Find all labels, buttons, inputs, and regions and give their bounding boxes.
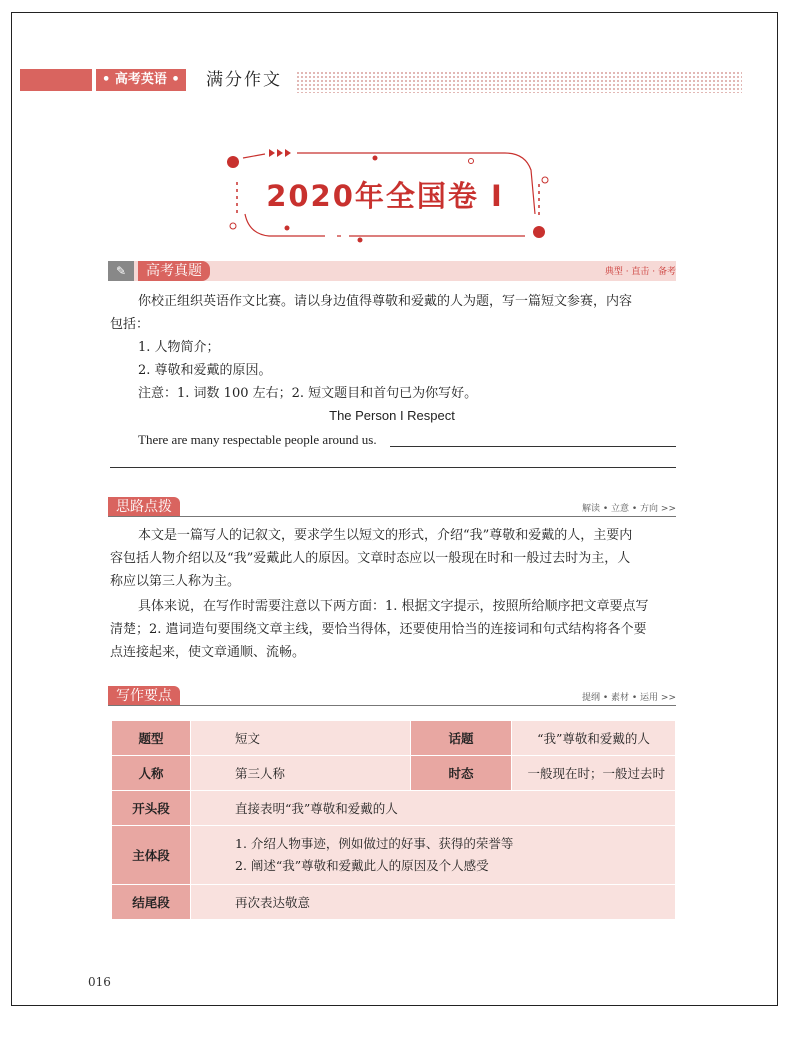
table-cell: “我”尊敬和爱戴的人 xyxy=(512,721,676,756)
table-header-cell: 主体段 xyxy=(112,826,191,885)
prompt-line-2: 包括： xyxy=(110,317,150,332)
book-title: 满分作文 xyxy=(206,70,282,90)
table-row xyxy=(112,721,676,756)
table-header-cell: 题型 xyxy=(112,721,191,756)
writing-points-table xyxy=(111,720,676,920)
table-header-cell: 话题 xyxy=(411,721,512,756)
table-cell-line: 2. 阐述“我”尊敬和爱戴此人的原因及个人感受 xyxy=(235,858,489,873)
hint-para2-line1: 具体来说，在写作时需要注意以下两方面：1. 根据文字提示，按照所给顺序把文章要点写 xyxy=(138,599,649,614)
header-band xyxy=(20,69,92,91)
section-subtitle: 解读 • 立意 • 方向 >> xyxy=(581,504,676,514)
hint-para1-line1: 本文是一篇写人的记叙文，要求学生以短文的形式，介绍“我”尊敬和爱戴的人，主要内 xyxy=(138,528,633,543)
table-header-cell: 时态 xyxy=(411,756,512,791)
pen-icon: ✎ xyxy=(108,261,134,281)
table-cell: 直接表明“我”尊敬和爱戴的人 xyxy=(191,791,676,826)
essay-title: The Person I Respect xyxy=(329,408,455,423)
prompt-note: 注意：1. 词数 100 左右；2. 短文题目和首句已为你写好。 xyxy=(138,386,478,401)
hint-para2-line2: 清楚；2. 遣词造句要围绕文章主线，要恰当得体，还要使用恰当的连接词和句式结构将各个要 xyxy=(110,622,647,637)
table-cell: 再次表达敬意 xyxy=(191,885,676,920)
table-header-cell: 结尾段 xyxy=(112,885,191,920)
section-label: 高考真题 xyxy=(138,261,210,281)
table-row xyxy=(112,885,676,920)
section-label: 写作要点 xyxy=(108,686,180,706)
section-hints-header xyxy=(108,497,676,517)
hint-para1-line3: 称应以第三人称为主。 xyxy=(110,574,241,589)
table-row xyxy=(112,791,676,826)
table-cell xyxy=(191,826,676,885)
table-header-cell: 开头段 xyxy=(112,791,191,826)
essay-first-sentence: There are many respectable people around us. xyxy=(138,432,377,447)
table-row xyxy=(112,826,676,885)
section-subtitle: 提纲 • 素材 • 运用 >> xyxy=(581,693,676,703)
table-cell-line: 1. 介绍人物事迹，例如做过的好事、获得的荣誉等 xyxy=(235,836,514,851)
section-label: 思路点拨 xyxy=(108,497,180,517)
hint-para1-line2: 容包括人物介绍以及“我”爱戴此人的原因。文章时态应以一般现在时和一般过去时为主，人 xyxy=(110,551,631,566)
prompt-item-1: 1. 人物简介； xyxy=(138,340,220,355)
table-cell: 第三人称 xyxy=(191,756,411,791)
header-dot-pattern xyxy=(296,71,742,93)
series-tag: • 高考英语 • xyxy=(96,69,186,91)
section-points-header xyxy=(108,686,676,706)
main-title: 2020年全国卷 I xyxy=(266,179,504,213)
section-subtitle: 典型 · 直击 · 备考 xyxy=(604,267,676,277)
table-row xyxy=(112,756,676,791)
prompt-item-2: 2. 尊敬和爱戴的原因。 xyxy=(138,363,272,378)
table-header-cell: 人称 xyxy=(112,756,191,791)
answer-line xyxy=(110,467,676,468)
hint-para2-line3: 点连接起来，使文章通顺、流畅。 xyxy=(110,645,306,660)
section-exam-header xyxy=(108,261,676,281)
table-cell: 一般现在时；一般过去时 xyxy=(512,756,676,791)
page-number: 016 xyxy=(88,975,111,989)
table-cell: 短文 xyxy=(191,721,411,756)
answer-line xyxy=(390,446,676,447)
prompt-line-1: 你校正组织英语作文比赛。请以身边值得尊敬和爱戴的人为题，写一篇短文参赛，内容 xyxy=(138,294,633,309)
